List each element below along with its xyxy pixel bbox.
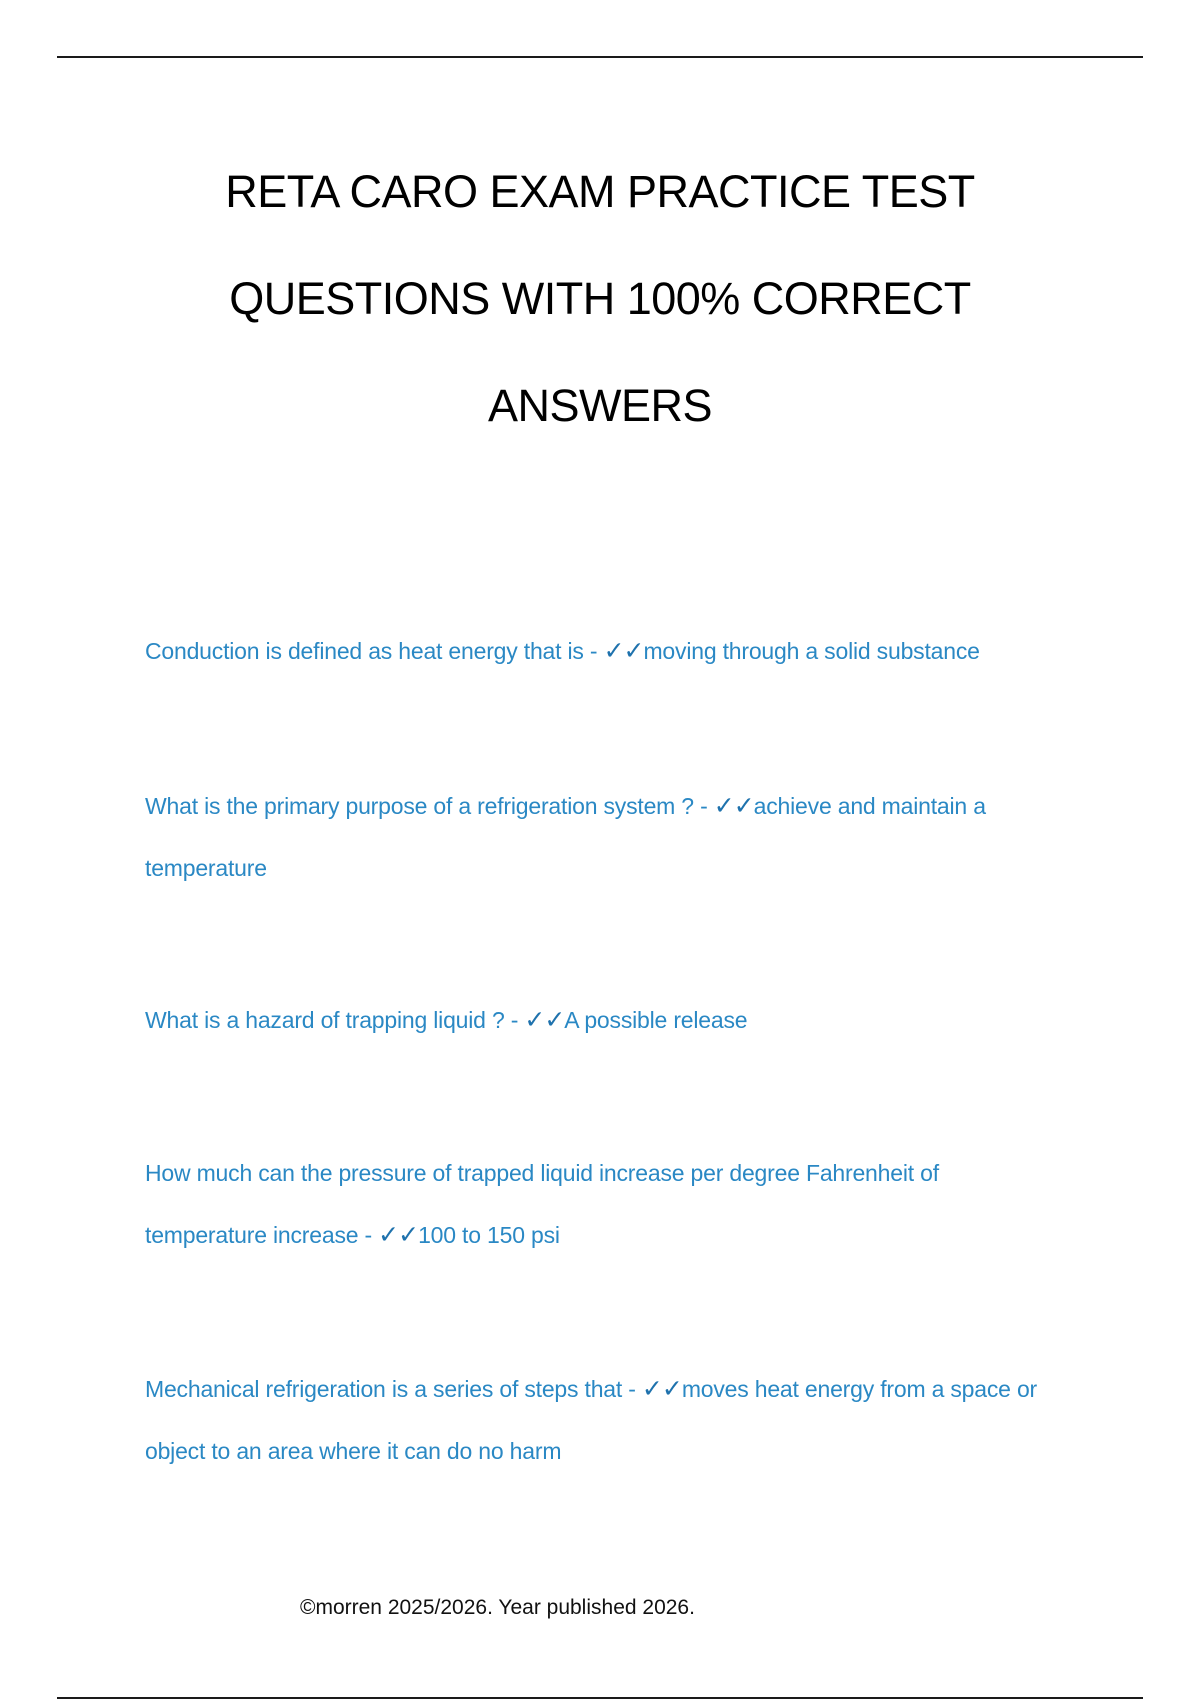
qa-item <box>145 1142 995 1266</box>
qa-item <box>145 620 1075 682</box>
double-check-icon: ✓✓ <box>713 791 754 820</box>
question-text: Conduction is defined as heat energy that is - <box>145 638 604 664</box>
title-line-1: RETA CARO EXAM PRACTICE TEST <box>225 166 975 217</box>
title-line-2: QUESTIONS WITH 100% CORRECT <box>229 273 971 324</box>
double-check-icon: ✓✓ <box>641 1374 682 1403</box>
answer-text: moves heat energy from a space or object to an area where it can do no harm <box>145 1376 1038 1464</box>
double-check-icon: ✓✓ <box>603 636 644 665</box>
qa-item <box>145 1358 1065 1482</box>
copyright-footer: ©morren 2025/2026. Year published 2026. <box>300 1596 695 1619</box>
question-text: What is a hazard of trapping liquid ? - <box>145 1007 525 1033</box>
double-check-icon: ✓✓ <box>524 1005 565 1034</box>
double-check-icon: ✓✓ <box>378 1220 419 1249</box>
question-text: How much can the pressure of trapped liquid increase per degree Fahrenheit of temperature increase - <box>145 1160 939 1248</box>
answer-text: achieve and maintain a temperature <box>145 793 986 881</box>
qa-item <box>145 775 1035 899</box>
question-text: Mechanical refrigeration is a series of steps that - <box>145 1376 642 1402</box>
answer-text: 100 to 150 psi <box>418 1222 560 1248</box>
title-line-3: ANSWERS <box>487 380 713 431</box>
answer-text: A possible release <box>564 1007 748 1033</box>
bottom-divider <box>57 1697 1143 1699</box>
question-text: What is the primary purpose of a refrigeration system ? - <box>145 793 714 819</box>
qa-item <box>145 989 1075 1051</box>
answer-text: moving through a solid substance <box>643 638 980 664</box>
